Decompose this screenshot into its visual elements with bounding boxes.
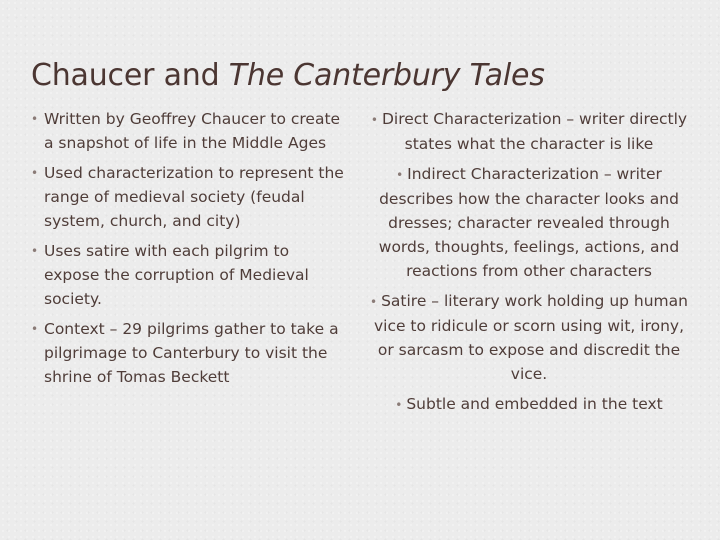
bullet-icon: • [31, 322, 39, 336]
bullet-icon: • [370, 295, 378, 309]
title-italic-part: The Canterbury Tales [228, 58, 545, 93]
bullet-icon: • [370, 113, 378, 127]
list-item [31, 317, 349, 389]
list-item [366, 289, 692, 386]
list-item [366, 107, 692, 156]
list-item-text: Direct Characterization – writer directly states what the character is like [381, 110, 688, 153]
list-item [366, 392, 692, 417]
slide-title [31, 56, 545, 96]
right-bullet-list [366, 107, 692, 423]
left-bullet-list [31, 107, 349, 395]
list-item [31, 107, 349, 155]
list-item-text: Subtle and embedded in the text [406, 395, 663, 413]
list-item [366, 162, 692, 283]
list-item-text: Written by Geoffrey Chaucer to create a snapshot of life in the Middle Ages [44, 110, 341, 152]
bullet-icon: • [395, 398, 403, 412]
list-item [31, 161, 349, 233]
list-item-text: Context – 29 pilgrims gather to take a pilgrimage to Canterbury to visit the shrine of Tomas Beckett [44, 320, 339, 386]
title-plain-part: Chaucer and [31, 58, 229, 93]
bullet-icon: • [31, 166, 39, 180]
list-item-text: Uses satire with each pilgrim to expose the corruption of Medieval society. [44, 242, 309, 308]
list-item-text: Used characterization to represent the range of medieval society (feudal system, church, and city) [44, 164, 344, 230]
bullet-icon: • [396, 168, 404, 182]
list-item-text: Satire – literary work holding up human vice to ridicule or scorn using wit, irony, or sarcasm to expose and discredit the vice. [373, 292, 688, 383]
list-item [31, 239, 349, 311]
bullet-icon: • [31, 112, 39, 126]
bullet-icon: • [31, 244, 39, 258]
list-item-text: Indirect Characterization – writer describes how the character looks and dresses; character revealed through words, thoughts, feelings, actions, and reactions from other characters [378, 165, 680, 280]
